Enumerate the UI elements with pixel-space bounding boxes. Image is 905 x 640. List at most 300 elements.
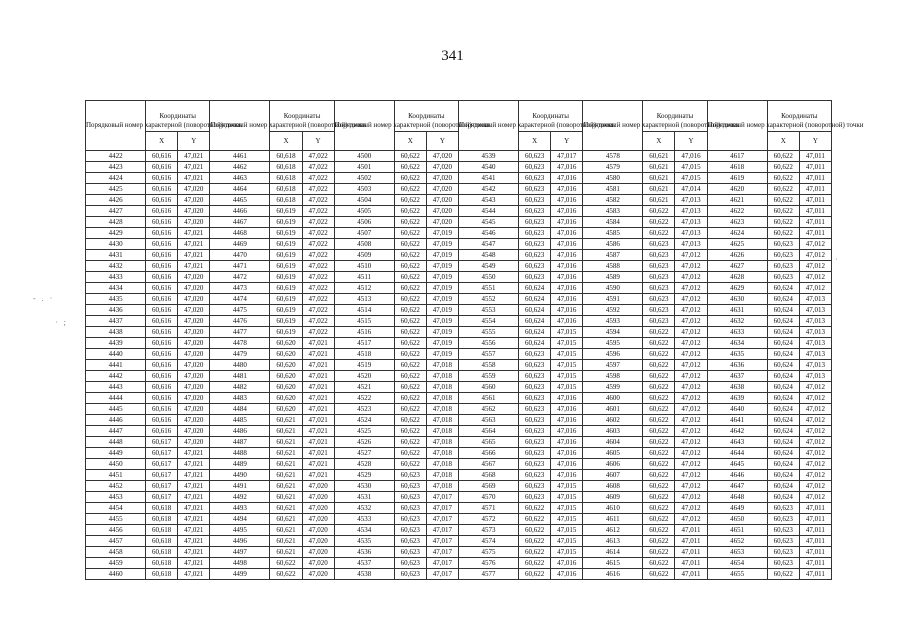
point-number-cell: 4556 [458,338,518,349]
table-row [86,525,832,536]
y-coordinate-cell: 47,011 [799,151,831,162]
point-number-cell: 4509 [334,250,394,261]
x-coordinate-cell: 60,623 [519,349,551,360]
table-row [86,481,832,492]
x-coordinate-cell: 60,622 [394,415,426,426]
table-row [86,536,832,547]
point-number-cell: 4653 [707,547,767,558]
table-row [86,173,832,184]
x-coordinate-cell: 60,622 [643,371,675,382]
point-number-cell: 4628 [707,272,767,283]
x-coordinate-cell: 60,622 [519,558,551,569]
y-coordinate-cell: 47,016 [551,261,583,272]
x-coordinate-cell: 60,624 [767,492,799,503]
y-coordinate-cell: 47,017 [551,151,583,162]
x-coordinate-cell: 60,618 [270,195,302,206]
x-header: X [394,132,426,151]
point-number-cell: 4479 [210,349,270,360]
y-coordinate-cell: 47,018 [426,437,458,448]
y-coordinate-cell: 47,012 [675,382,707,393]
y-coordinate-cell: 47,019 [426,338,458,349]
x-coordinate-cell: 60,622 [394,382,426,393]
table-row [86,415,832,426]
x-coordinate-cell: 60,620 [270,349,302,360]
y-coordinate-cell: 47,020 [426,217,458,228]
y-coordinate-cell: 47,016 [551,283,583,294]
point-number-cell: 4512 [334,283,394,294]
y-coordinate-cell: 47,021 [178,547,210,558]
point-number-cell: 4475 [210,305,270,316]
y-coordinate-cell: 47,020 [178,294,210,305]
y-coordinate-cell: 47,012 [675,261,707,272]
y-coordinate-cell: 47,012 [675,415,707,426]
y-coordinate-cell: 47,011 [799,547,831,558]
x-coordinate-cell: 60,622 [767,206,799,217]
y-coordinate-cell: 47,021 [302,415,334,426]
y-coordinate-cell: 47,015 [551,481,583,492]
y-coordinate-cell: 47,022 [302,272,334,283]
y-coordinate-cell: 47,016 [551,294,583,305]
x-coordinate-cell: 60,621 [270,426,302,437]
x-coordinate-cell: 60,616 [146,162,178,173]
y-coordinate-cell: 47,012 [799,393,831,404]
y-coordinate-cell: 47,018 [426,470,458,481]
x-coordinate-cell: 60,623 [767,536,799,547]
y-coordinate-cell: 47,016 [551,470,583,481]
point-number-cell: 4448 [86,437,146,448]
y-coordinate-cell: 47,012 [675,404,707,415]
x-coordinate-cell: 60,616 [146,305,178,316]
point-number-cell: 4425 [86,184,146,195]
y-coordinate-cell: 47,021 [178,151,210,162]
x-coordinate-cell: 60,616 [146,426,178,437]
y-coordinate-cell: 47,022 [302,327,334,338]
x-coordinate-cell: 60,620 [270,382,302,393]
x-coordinate-cell: 60,622 [394,448,426,459]
x-coordinate-cell: 60,624 [767,360,799,371]
point-number-cell: 4423 [86,162,146,173]
point-number-cell: 4646 [707,470,767,481]
x-coordinate-cell: 60,616 [146,151,178,162]
y-coordinate-cell: 47,022 [302,316,334,327]
y-coordinate-cell: 47,012 [675,327,707,338]
point-number-header: Порядковый номер характерной (поворотной) точки [334,101,394,151]
x-coordinate-cell: 60,616 [146,349,178,360]
point-number-cell: 4572 [458,514,518,525]
x-coordinate-cell: 60,616 [146,393,178,404]
y-coordinate-cell: 47,019 [426,239,458,250]
point-number-cell: 4610 [583,503,643,514]
x-coordinate-cell: 60,621 [270,415,302,426]
x-coordinate-cell: 60,622 [643,503,675,514]
x-coordinate-cell: 60,619 [270,316,302,327]
y-coordinate-cell: 47,012 [675,283,707,294]
y-coordinate-cell: 47,016 [551,217,583,228]
y-coordinate-cell: 47,019 [426,327,458,338]
x-coordinate-cell: 60,623 [519,228,551,239]
y-coordinate-cell: 47,016 [551,162,583,173]
x-coordinate-cell: 60,623 [519,437,551,448]
y-coordinate-cell: 47,012 [799,382,831,393]
x-coordinate-cell: 60,623 [767,261,799,272]
table-row [86,239,832,250]
y-coordinate-cell: 47,022 [302,250,334,261]
y-coordinate-cell: 47,013 [675,195,707,206]
x-coordinate-cell: 60,619 [270,294,302,305]
point-number-cell: 4644 [707,448,767,459]
y-coordinate-cell: 47,016 [551,184,583,195]
y-coordinate-cell: 47,020 [302,492,334,503]
x-coordinate-cell: 60,619 [270,250,302,261]
point-number-cell: 4519 [334,360,394,371]
point-number-cell: 4549 [458,261,518,272]
x-coordinate-cell: 60,621 [270,437,302,448]
y-coordinate-cell: 47,021 [178,525,210,536]
y-coordinate-cell: 47,019 [426,283,458,294]
point-number-cell: 4452 [86,481,146,492]
x-coordinate-cell: 60,618 [146,558,178,569]
point-number-cell: 4456 [86,525,146,536]
point-number-cell: 4597 [583,360,643,371]
y-coordinate-cell: 47,015 [551,536,583,547]
x-coordinate-cell: 60,616 [146,316,178,327]
y-coordinate-cell: 47,022 [302,261,334,272]
y-coordinate-cell: 47,012 [799,272,831,283]
x-coordinate-cell: 60,623 [643,239,675,250]
x-coordinate-cell: 60,621 [270,481,302,492]
point-number-cell: 4648 [707,492,767,503]
y-coordinate-cell: 47,017 [426,558,458,569]
scan-noise-mark: - . · [33,294,55,303]
point-number-cell: 4555 [458,327,518,338]
x-coordinate-cell: 60,622 [270,569,302,580]
x-coordinate-cell: 60,623 [519,382,551,393]
point-number-cell: 4454 [86,503,146,514]
y-coordinate-cell: 47,013 [799,360,831,371]
y-coordinate-cell: 47,022 [302,305,334,316]
x-coordinate-cell: 60,622 [643,569,675,580]
x-coordinate-cell: 60,623 [519,492,551,503]
x-coordinate-cell: 60,622 [643,206,675,217]
x-coordinate-cell: 60,623 [519,371,551,382]
x-coordinate-cell: 60,624 [767,349,799,360]
coordinates-header: Координаты [146,101,210,132]
point-number-cell: 4649 [707,503,767,514]
point-number-cell: 4566 [458,448,518,459]
scan-noise-mark: · [835,255,840,264]
x-coordinate-cell: 60,622 [643,470,675,481]
x-coordinate-cell: 60,621 [270,470,302,481]
x-coordinate-cell: 60,623 [643,283,675,294]
point-number-cell: 4462 [210,162,270,173]
y-coordinate-cell: 47,012 [799,437,831,448]
point-number-cell: 4590 [583,283,643,294]
point-number-cell: 4476 [210,316,270,327]
x-coordinate-cell: 60,623 [519,481,551,492]
point-number-cell: 4497 [210,547,270,558]
x-coordinate-cell: 60,623 [394,470,426,481]
x-coordinate-cell: 60,616 [146,382,178,393]
y-coordinate-cell: 47,020 [426,184,458,195]
y-coordinate-cell: 47,012 [675,360,707,371]
y-coordinate-cell: 47,011 [799,217,831,228]
y-coordinate-cell: 47,020 [178,327,210,338]
y-coordinate-cell: 47,021 [178,239,210,250]
x-coordinate-cell: 60,619 [270,272,302,283]
y-coordinate-cell: 47,020 [178,360,210,371]
x-coordinate-cell: 60,623 [394,492,426,503]
x-coordinate-cell: 60,622 [394,294,426,305]
point-number-cell: 4654 [707,558,767,569]
x-coordinate-cell: 60,616 [146,283,178,294]
y-coordinate-cell: 47,012 [799,492,831,503]
x-coordinate-cell: 60,622 [394,239,426,250]
point-number-cell: 4514 [334,305,394,316]
point-number-cell: 4471 [210,261,270,272]
x-coordinate-cell: 60,623 [394,569,426,580]
table-header [86,101,864,151]
y-coordinate-cell: 47,019 [426,250,458,261]
point-number-cell: 4525 [334,426,394,437]
point-number-cell: 4463 [210,173,270,184]
point-number-cell: 4588 [583,261,643,272]
point-number-cell: 4508 [334,239,394,250]
y-coordinate-cell: 47,016 [551,404,583,415]
x-coordinate-cell: 60,622 [394,272,426,283]
x-coordinate-cell: 60,616 [146,360,178,371]
y-coordinate-cell: 47,012 [675,305,707,316]
table-row [86,283,832,294]
y-coordinate-cell: 47,018 [426,426,458,437]
point-number-cell: 4474 [210,294,270,305]
y-coordinate-cell: 47,018 [426,481,458,492]
point-number-cell: 4594 [583,327,643,338]
point-number-cell: 4486 [210,426,270,437]
point-number-cell: 4530 [334,481,394,492]
x-coordinate-cell: 60,623 [394,558,426,569]
x-coordinate-cell: 60,623 [394,536,426,547]
y-coordinate-cell: 47,015 [551,503,583,514]
point-number-cell: 4537 [334,558,394,569]
y-coordinate-cell: 47,020 [178,195,210,206]
x-coordinate-cell: 60,618 [146,569,178,580]
point-number-cell: 4639 [707,393,767,404]
x-coordinate-cell: 60,623 [519,404,551,415]
y-coordinate-cell: 47,016 [551,206,583,217]
x-coordinate-cell: 60,623 [767,547,799,558]
point-number-cell: 4600 [583,393,643,404]
y-coordinate-cell: 47,017 [426,503,458,514]
x-coordinate-cell: 60,623 [394,503,426,514]
x-coordinate-cell: 60,616 [146,250,178,261]
table-row [86,514,832,525]
y-coordinate-cell: 47,015 [551,514,583,525]
y-coordinate-cell: 47,021 [302,349,334,360]
x-coordinate-cell: 60,622 [394,228,426,239]
x-coordinate-cell: 60,622 [394,250,426,261]
y-coordinate-cell: 47,019 [426,261,458,272]
point-number-cell: 4571 [458,503,518,514]
x-coordinate-cell: 60,618 [146,547,178,558]
point-number-cell: 4567 [458,459,518,470]
y-coordinate-cell: 47,019 [426,228,458,239]
y-coordinate-cell: 47,020 [178,283,210,294]
x-coordinate-cell: 60,624 [519,327,551,338]
y-coordinate-cell: 47,020 [178,437,210,448]
point-number-cell: 4428 [86,217,146,228]
point-number-cell: 4461 [210,151,270,162]
x-coordinate-cell: 60,620 [270,360,302,371]
point-number-cell: 4536 [334,547,394,558]
y-header: Y [551,132,583,151]
x-coordinate-cell: 60,622 [394,195,426,206]
y-coordinate-cell: 47,016 [675,151,707,162]
point-number-cell: 4467 [210,217,270,228]
y-coordinate-cell: 47,015 [551,371,583,382]
x-coordinate-cell: 60,618 [146,525,178,536]
point-number-cell: 4422 [86,151,146,162]
point-number-header: Порядковый номер характерной (поворотной) точки [707,101,767,151]
y-coordinate-cell: 47,021 [178,492,210,503]
y-coordinate-cell: 47,013 [675,239,707,250]
y-coordinate-cell: 47,012 [799,404,831,415]
point-number-cell: 4492 [210,492,270,503]
x-coordinate-cell: 60,624 [767,415,799,426]
point-number-cell: 4510 [334,261,394,272]
x-coordinate-cell: 60,624 [767,459,799,470]
point-number-cell: 4592 [583,305,643,316]
x-coordinate-cell: 60,622 [767,151,799,162]
x-header: X [270,132,302,151]
point-number-cell: 4445 [86,404,146,415]
x-coordinate-cell: 60,621 [643,162,675,173]
x-coordinate-cell: 60,623 [767,514,799,525]
point-number-cell: 4458 [86,547,146,558]
point-number-cell: 4576 [458,558,518,569]
x-coordinate-cell: 60,624 [767,393,799,404]
y-coordinate-cell: 47,012 [799,448,831,459]
point-number-cell: 4641 [707,415,767,426]
point-number-cell: 4577 [458,569,518,580]
point-number-header: Порядковый номер характерной (поворотной) точки [210,101,270,151]
point-number-cell: 4579 [583,162,643,173]
x-coordinate-cell: 60,624 [767,338,799,349]
x-coordinate-cell: 60,623 [767,272,799,283]
point-number-cell: 4560 [458,382,518,393]
point-number-cell: 4552 [458,294,518,305]
point-number-cell: 4465 [210,195,270,206]
point-number-cell: 4547 [458,239,518,250]
point-number-cell: 4612 [583,525,643,536]
y-coordinate-cell: 47,020 [302,547,334,558]
y-coordinate-cell: 47,017 [426,492,458,503]
point-number-cell: 4494 [210,514,270,525]
y-coordinate-cell: 47,020 [178,184,210,195]
y-coordinate-cell: 47,021 [302,470,334,481]
point-number-cell: 4553 [458,305,518,316]
point-number-cell: 4455 [86,514,146,525]
table-row [86,503,832,514]
x-coordinate-cell: 60,623 [394,547,426,558]
y-coordinate-cell: 47,021 [178,569,210,580]
y-coordinate-cell: 47,015 [551,349,583,360]
x-coordinate-cell: 60,622 [767,217,799,228]
point-number-cell: 4629 [707,283,767,294]
x-coordinate-cell: 60,619 [270,327,302,338]
point-number-cell: 4625 [707,239,767,250]
y-coordinate-cell: 47,021 [178,261,210,272]
y-coordinate-cell: 47,013 [675,217,707,228]
x-coordinate-cell: 60,624 [767,437,799,448]
point-number-cell: 4609 [583,492,643,503]
y-coordinate-cell: 47,012 [675,393,707,404]
y-coordinate-cell: 47,021 [178,250,210,261]
point-number-cell: 4559 [458,371,518,382]
x-coordinate-cell: 60,622 [394,261,426,272]
y-coordinate-cell: 47,021 [302,393,334,404]
x-coordinate-cell: 60,622 [394,437,426,448]
x-coordinate-cell: 60,622 [394,151,426,162]
x-coordinate-cell: 60,623 [519,393,551,404]
table-row [86,184,832,195]
point-number-cell: 4551 [458,283,518,294]
y-coordinate-cell: 47,011 [799,206,831,217]
x-coordinate-cell: 60,622 [394,426,426,437]
point-number-cell: 4557 [458,349,518,360]
x-coordinate-cell: 60,624 [519,294,551,305]
y-coordinate-cell: 47,012 [675,272,707,283]
point-number-cell: 4608 [583,481,643,492]
point-number-cell: 4611 [583,514,643,525]
x-coordinate-cell: 60,624 [519,283,551,294]
y-header: Y [178,132,210,151]
point-number-cell: 4564 [458,426,518,437]
x-coordinate-cell: 60,623 [519,151,551,162]
y-coordinate-cell: 47,012 [799,261,831,272]
point-number-cell: 4542 [458,184,518,195]
y-coordinate-cell: 47,021 [178,536,210,547]
x-coordinate-cell: 60,623 [643,272,675,283]
point-number-cell: 4589 [583,272,643,283]
y-coordinate-cell: 47,020 [302,569,334,580]
y-coordinate-cell: 47,021 [178,558,210,569]
point-number-cell: 4521 [334,382,394,393]
point-number-cell: 4624 [707,228,767,239]
y-coordinate-cell: 47,022 [302,283,334,294]
y-coordinate-cell: 47,021 [302,338,334,349]
y-coordinate-cell: 47,022 [302,217,334,228]
y-coordinate-cell: 47,020 [302,503,334,514]
x-coordinate-cell: 60,618 [146,536,178,547]
point-number-cell: 4436 [86,305,146,316]
x-coordinate-cell: 60,622 [767,173,799,184]
point-number-cell: 4623 [707,217,767,228]
y-coordinate-cell: 47,016 [551,569,583,580]
y-coordinate-cell: 47,021 [178,228,210,239]
point-number-cell: 4466 [210,206,270,217]
x-coordinate-cell: 60,617 [146,448,178,459]
point-number-cell: 4635 [707,349,767,360]
y-coordinate-cell: 47,012 [799,470,831,481]
x-coordinate-cell: 60,623 [519,459,551,470]
point-number-cell: 4565 [458,437,518,448]
point-number-cell: 4502 [334,173,394,184]
point-number-cell: 4596 [583,349,643,360]
point-number-cell: 4449 [86,448,146,459]
x-coordinate-cell: 60,622 [643,327,675,338]
x-coordinate-cell: 60,622 [394,393,426,404]
x-coordinate-cell: 60,623 [643,294,675,305]
